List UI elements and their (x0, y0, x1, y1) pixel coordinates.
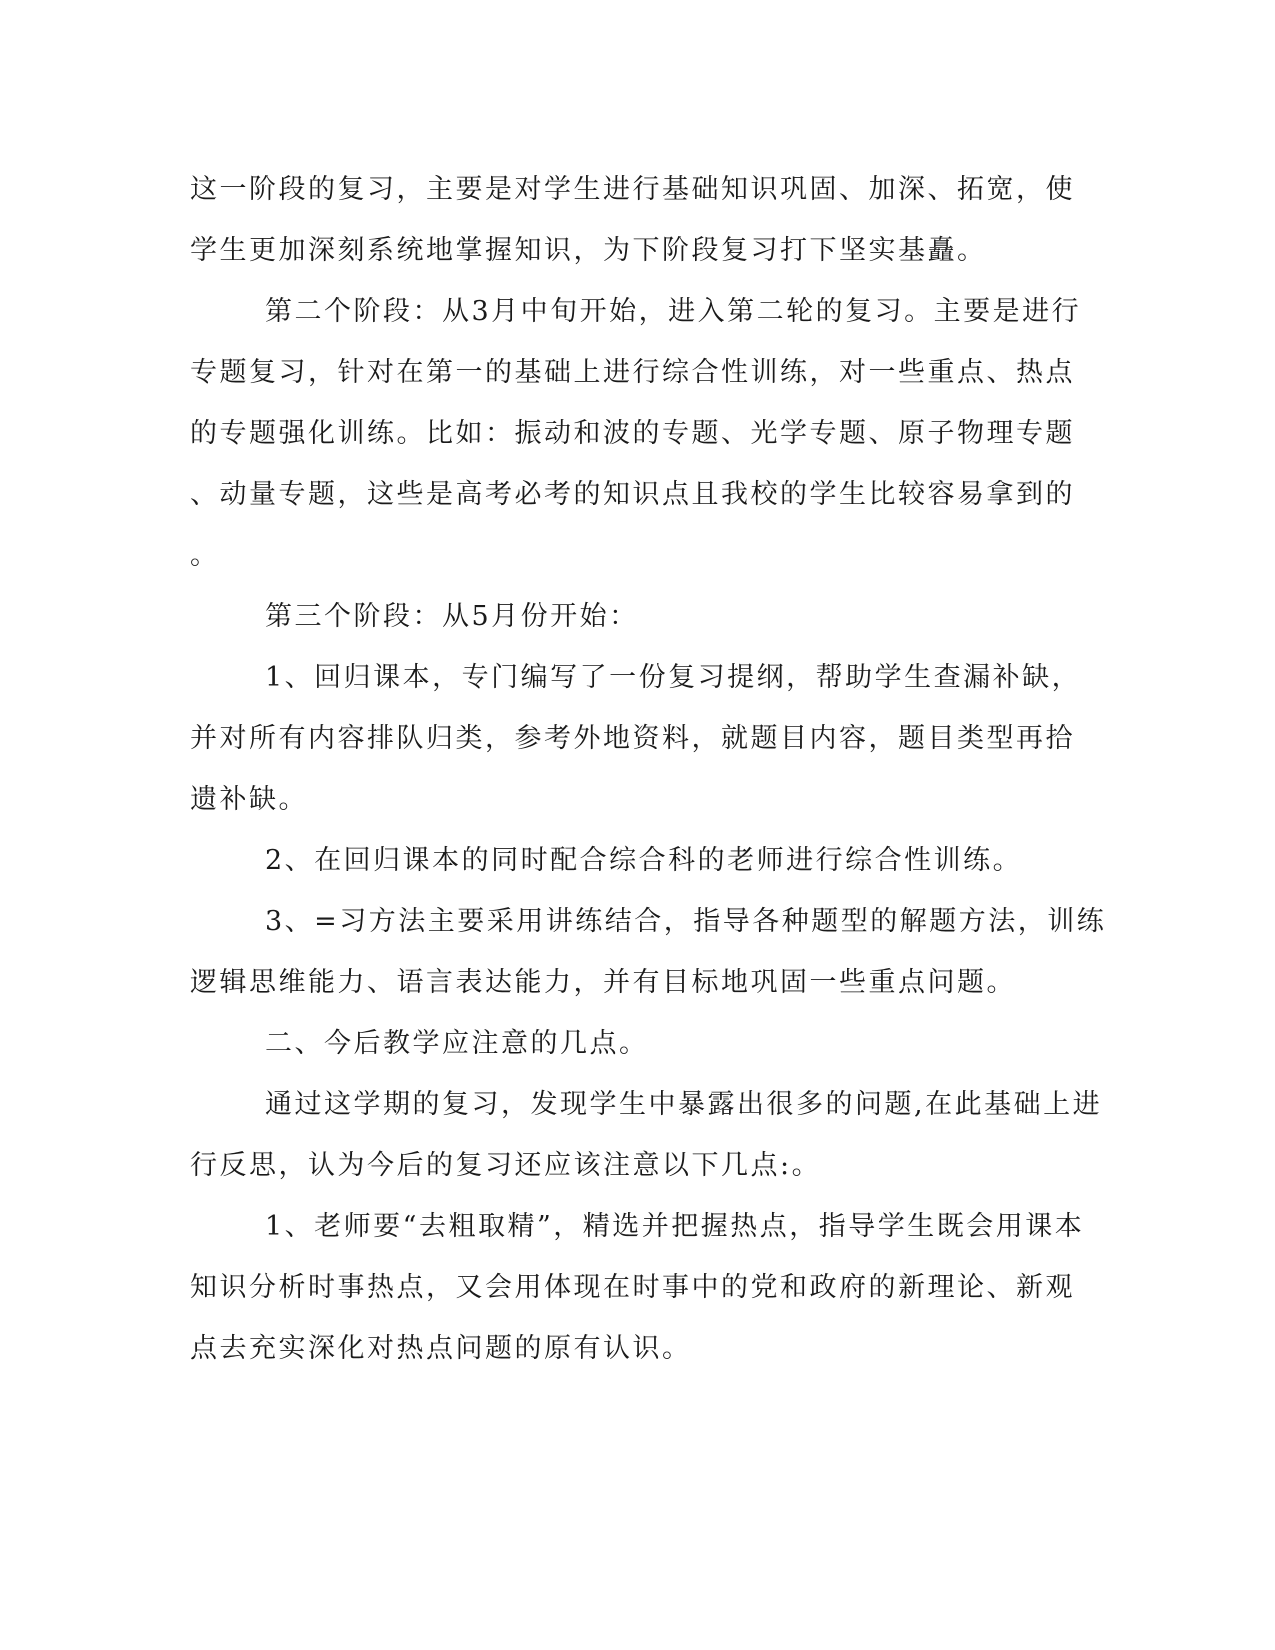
text-line: 逻辑思维能力、语言表达能力，并有目标地巩固一些重点问题。 (190, 967, 1016, 998)
paragraph-start-line: 3、=习方法主要采用讲练结合，指导各种题型的解题方法，训练 (265, 906, 1107, 937)
paragraph-start-line: 1、老师要“去粗取精”，精选并把握热点，指导学生既会用课本 (265, 1211, 1085, 1242)
paragraph-start-line: 2、在回归课本的同时配合综合科的老师进行综合性训练。 (265, 845, 1023, 876)
text-line: 知识分析时事热点，又会用体现在时事中的党和政府的新理论、新观 (190, 1272, 1075, 1303)
text-line: 专题复习，针对在第一的基础上进行综合性训练，对一些重点、热点 (190, 357, 1075, 388)
paragraph-start-line: 1、回归课本，专门编写了一份复习提纲，帮助学生查漏补缺， (265, 662, 1082, 693)
text-line: 学生更加深刻系统地掌握知识，为下阶段复习打下坚实基矗。 (190, 235, 987, 266)
text-line: 并对所有内容排队归类，参考外地资料，就题目内容，题目类型再拾 (190, 723, 1075, 754)
text-line: 这一阶段的复习，主要是对学生进行基础知识巩固、加深、拓宽，使 (190, 174, 1075, 205)
paragraph-start-line: 第三个阶段：从5月份开始： (265, 601, 639, 632)
text-line: 行反思，认为今后的复习还应该注意以下几点:。 (190, 1150, 822, 1181)
text-line: 点去充实深化对热点问题的原有认识。 (190, 1333, 692, 1364)
text-line: 遗补缺。 (190, 784, 308, 815)
paragraph-start-line: 通过这学期的复习，发现学生中暴露出很多的问题,在此基础上进 (265, 1089, 1103, 1120)
document-body (190, 159, 1107, 1379)
text-line: 。 (190, 540, 220, 571)
text-line: 、动量专题，这些是高考必考的知识点且我校的学生比较容易拿到的 (190, 479, 1075, 510)
paragraph-start-line: 第二个阶段：从3月中旬开始，进入第二轮的复习。主要是进行 (265, 296, 1082, 327)
text-line: 的专题强化训练。比如：振动和波的专题、光学专题、原子物理专题 (190, 418, 1075, 449)
section-heading: 二、今后教学应注意的几点。 (265, 1028, 649, 1059)
